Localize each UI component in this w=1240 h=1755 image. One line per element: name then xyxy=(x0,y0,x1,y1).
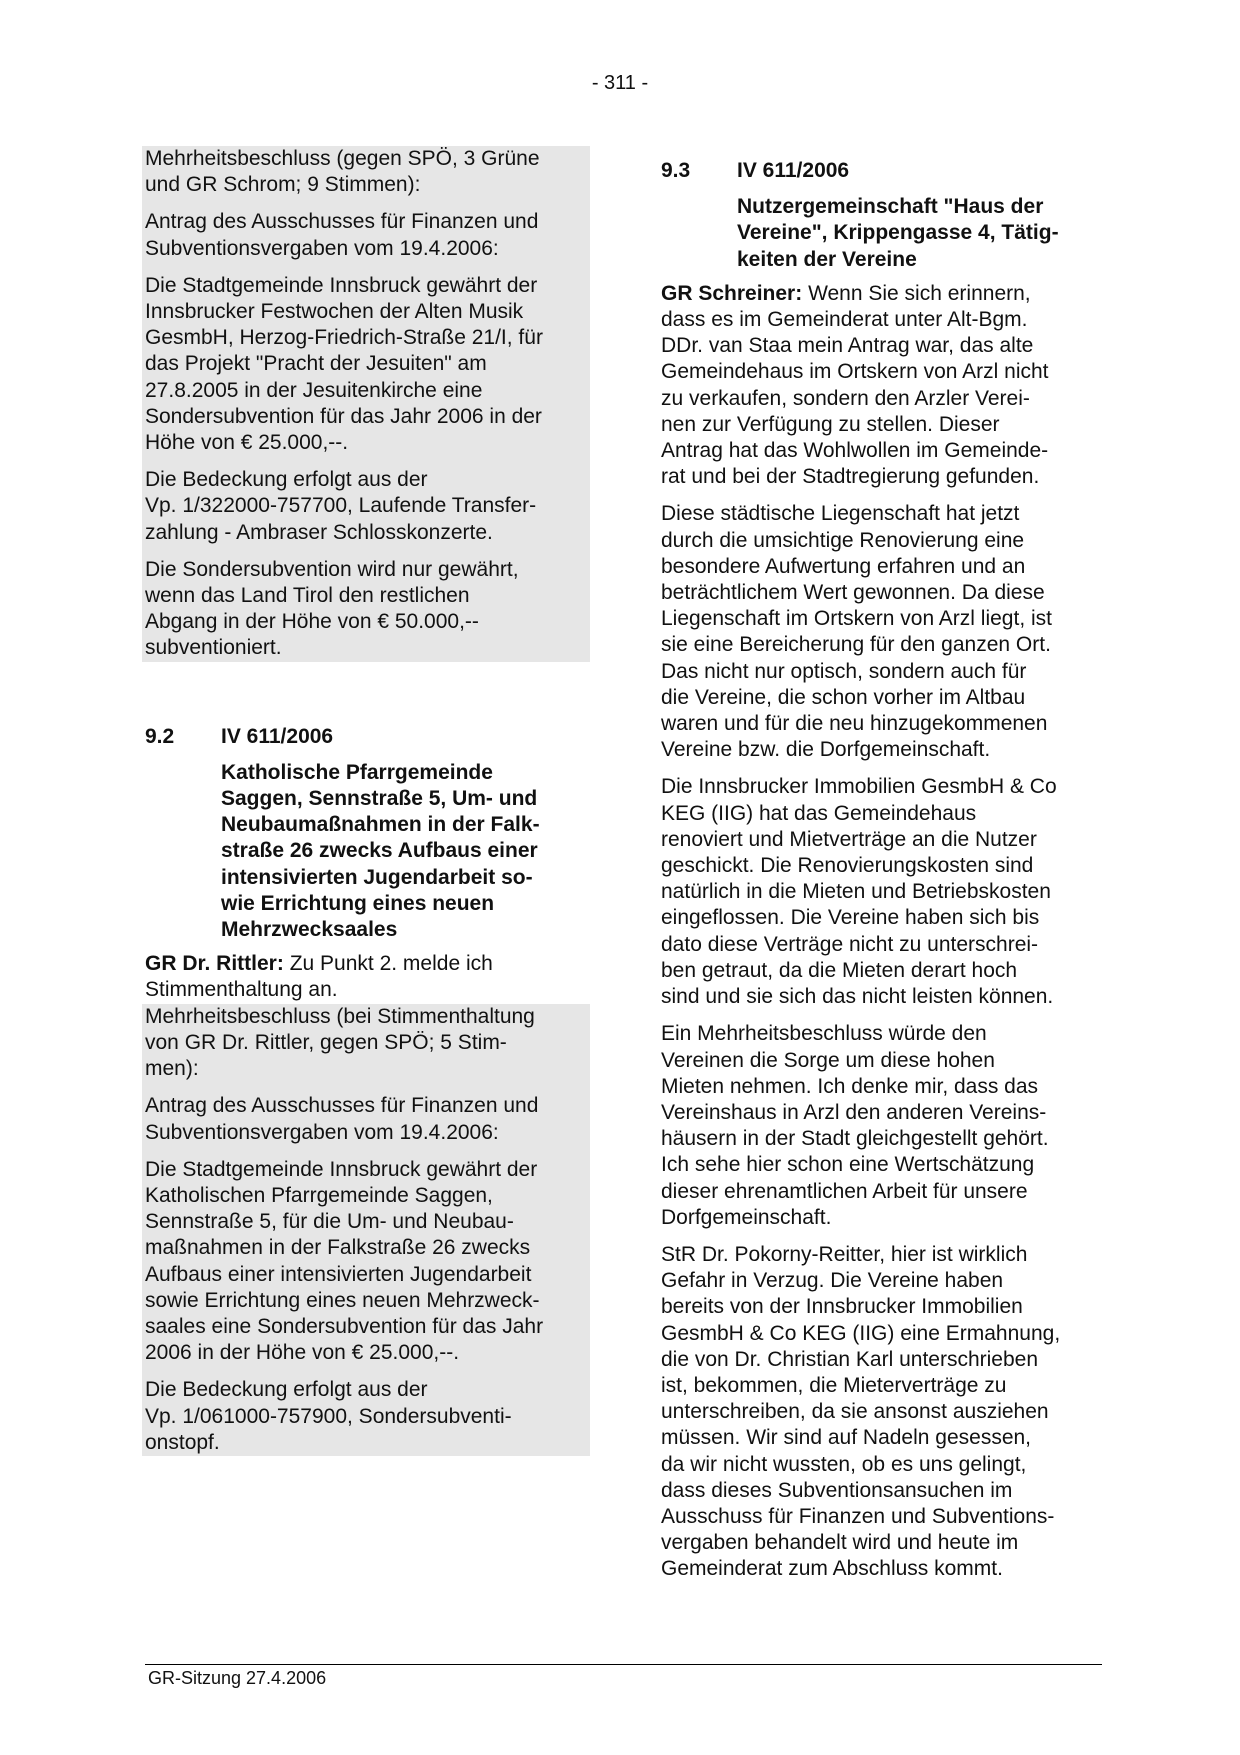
text-line: Saggen, Sennstraße 5, Um- und xyxy=(221,787,538,811)
text-line: Antrag hat das Wohlwollen im Gemeinde- xyxy=(661,439,1049,463)
spacer xyxy=(145,662,590,724)
text-line: Aufbaus einer intensivierten Jugendarbeit xyxy=(145,1262,532,1286)
speech-text xyxy=(661,282,1101,491)
text-line: Die Bedeckung erfolgt aus der xyxy=(145,1378,428,1402)
left-column xyxy=(145,146,590,1456)
text-line: onstopf. xyxy=(145,1430,220,1454)
text-line: durch die umsichtige Renovierung eine xyxy=(661,528,1025,552)
text-line: besondere Aufwertung erfahren und an xyxy=(661,554,1026,578)
speech-schreiner-4 xyxy=(661,1021,1101,1231)
text-line: Katholische Pfarrgemeinde xyxy=(221,760,493,784)
text-line: Antrag des Ausschusses für Finanzen und xyxy=(145,210,539,234)
text-line: DDr. van Staa mein Antrag war, das alte xyxy=(661,334,1034,358)
text-line: Vp. 1/061000-757900, Sondersubventi- xyxy=(145,1404,512,1428)
text-line: sind und sie sich das nicht leisten können. xyxy=(661,985,1054,1009)
speech-schreiner-5 xyxy=(661,1242,1101,1583)
text-line: Die Sondersubvention wird nur gewährt, xyxy=(145,557,519,581)
text-line: waren und für die neu hinzugekommenen xyxy=(661,712,1048,736)
text-line: unterschreiben, da sie ansonst ausziehen xyxy=(661,1400,1049,1424)
text-line: das Projekt "Pracht der Jesuiten" am xyxy=(145,352,487,376)
text-line: Die Stadtgemeinde Innsbruck gewährt der xyxy=(145,1157,538,1181)
text-line: Die Bedeckung erfolgt aus der xyxy=(145,468,428,492)
text-line: GesmbH, Herzog-Friedrich-Straße 21/I, für xyxy=(145,326,543,350)
text-line: Gemeinderat zum Abschluss kommt. xyxy=(661,1557,1003,1581)
text-line: die von Dr. Christian Karl unterschrieben xyxy=(661,1347,1039,1371)
text-line: dass es im Gemeinderat unter Alt-Bgm. xyxy=(661,308,1028,332)
text-line: Mieten nehmen. Ich denke mir, dass das xyxy=(661,1074,1039,1098)
speech-schreiner-2 xyxy=(661,501,1101,763)
page-number: - 311 - xyxy=(591,72,649,94)
section-subject-9-3 xyxy=(661,194,1101,273)
resolution-block-2 xyxy=(142,1004,590,1456)
text-line: Liegenschaft im Ortskern von Arzl liegt, ist xyxy=(661,607,1052,631)
text-line: 2006 in der Höhe von € 25.000,--. xyxy=(145,1341,460,1365)
text-line: Gemeindehaus im Ortskern von Arzl nicht xyxy=(661,360,1049,384)
text-line: Innsbrucker Festwochen der Alten Musik xyxy=(145,300,524,324)
gap xyxy=(145,1082,586,1093)
gap xyxy=(661,1231,1101,1242)
grant-text-2 xyxy=(145,1157,586,1367)
coverage-text-2 xyxy=(145,1377,586,1456)
text-line: men): xyxy=(145,1057,199,1081)
text-line: Vereine bzw. die Dorfgemeinschaft. xyxy=(661,738,991,762)
speaker-name: GR Schreiner: xyxy=(661,281,803,305)
text-line: vergaben behandelt wird und heute im xyxy=(661,1531,1019,1555)
text-line: renoviert und Mietverträge an die Nutzer xyxy=(661,827,1037,851)
section-heading-9-2 xyxy=(145,724,590,750)
text-line: Abgang in der Höhe von € 50.000,-- xyxy=(145,610,479,634)
text-line: 27.8.2005 in der Jesuitenkirche eine xyxy=(145,378,483,402)
section-number: 9.2 xyxy=(145,724,175,748)
text-line: Dorfgemeinschaft. xyxy=(661,1205,832,1229)
text-line: Diese städtische Liegenschaft hat jetzt xyxy=(661,502,1020,526)
text-line: GesmbH & Co KEG (IIG) eine Ermahnung, xyxy=(661,1321,1061,1345)
text-line: wie Errichtung eines neuen xyxy=(221,891,495,915)
text-line: Nutzergemeinschaft "Haus der xyxy=(737,195,1044,219)
text-line: keiten der Vereine xyxy=(737,247,917,271)
gap xyxy=(661,1010,1101,1021)
committee-motion-1 xyxy=(145,209,586,261)
text-line: Mehrzwecksaales xyxy=(221,918,398,942)
text-line: intensivierten Jugendarbeit so- xyxy=(221,865,533,889)
text-line: Vp. 1/322000-757700, Laufende Transfer- xyxy=(145,494,537,518)
text-line: subventioniert. xyxy=(145,636,282,660)
gap xyxy=(145,1366,586,1377)
text-line: und GR Schrom; 9 Stimmen): xyxy=(145,173,421,197)
text-line: bereits von der Innsbrucker Immobilien xyxy=(661,1295,1023,1319)
text-line: StR Dr. Pokorny-Reitter, hier ist wirklich xyxy=(661,1242,1028,1266)
text-line: zahlung - Ambraser Schlosskonzerte. xyxy=(145,520,493,544)
gap xyxy=(145,1146,586,1157)
text-line: die Vereine, die schon vorher im Altbau xyxy=(661,685,1026,709)
text-line: Sennstraße 5, für die Um- und Neubau- xyxy=(145,1210,514,1234)
text-line: geschickt. Die Renovierungskosten sind xyxy=(661,854,1034,878)
text-line: wenn das Land Tirol den restlichen xyxy=(145,584,470,608)
text-line: beträchtlichem Wert gewonnen. Da diese xyxy=(661,581,1045,605)
text-line: Sondersubvention für das Jahr 2006 in der xyxy=(145,404,542,428)
right-column xyxy=(661,158,1101,1583)
committee-motion-2 xyxy=(145,1093,586,1145)
speech-schreiner-3 xyxy=(661,774,1101,1010)
resolution-result-1 xyxy=(145,146,586,198)
text-line: rat und bei der Stadtregierung gefunden. xyxy=(661,465,1040,489)
section-number: 9.3 xyxy=(661,159,691,182)
speech-rittler xyxy=(145,951,590,1003)
gap xyxy=(661,763,1101,774)
section-ref: IV 611/2006 xyxy=(737,159,850,182)
text-line: nen zur Verfügung zu stellen. Dieser xyxy=(661,412,1000,436)
text-line: dass dieses Subventionsansuchen im xyxy=(661,1478,1013,1502)
resolution-result-2 xyxy=(145,1004,586,1083)
text-line: da wir nicht wussten, ob es uns gelingt, xyxy=(661,1452,1027,1476)
text-line: Ich sehe hier schon eine Wertschätzung xyxy=(661,1153,1035,1177)
text-line: müssen. Wir sind auf Nadeln gesessen, xyxy=(661,1426,1032,1450)
text-line: dato diese Verträge nicht zu unterschrei- xyxy=(661,932,1039,956)
text-line: Wenn Sie sich erinnern, xyxy=(808,281,1031,305)
text-line: KEG (IIG) hat das Gemeindehaus xyxy=(661,801,977,825)
section-heading-9-3 xyxy=(661,158,1101,184)
text-line: Höhe von € 25.000,--. xyxy=(145,431,349,455)
coverage-text-1 xyxy=(145,467,586,546)
text-line: Subventionsvergaben vom 19.4.2006: xyxy=(145,236,499,260)
text-line: Antrag des Ausschusses für Finanzen und xyxy=(145,1094,539,1118)
text-line: Vereine", Krippengasse 4, Tätig- xyxy=(737,221,1059,245)
text-line: von GR Dr. Rittler, gegen SPÖ; 5 Stim- xyxy=(145,1030,507,1054)
text-line: Vereinshaus in Arzl den anderen Vereins- xyxy=(661,1100,1047,1124)
text-line: Ausschuss für Finanzen und Subventions- xyxy=(661,1504,1055,1528)
text-line: Die Stadtgemeinde Innsbruck gewährt der xyxy=(145,273,538,297)
text-line: Katholischen Pfarrgemeinde Saggen, xyxy=(145,1183,493,1207)
resolution-block-1 xyxy=(142,146,590,662)
gap xyxy=(145,546,586,557)
text-line: dieser ehrenamtlichen Arbeit für unsere xyxy=(661,1179,1028,1203)
text-line: Neubaumaßnahmen in der Falk- xyxy=(221,813,540,837)
text-line: Mehrheitsbeschluss (gegen SPÖ, 3 Grüne xyxy=(145,147,540,170)
text-line: sowie Errichtung eines neuen Mehrzweck- xyxy=(145,1288,540,1312)
text-line: Gefahr in Verzug. Die Vereine haben xyxy=(661,1269,1004,1293)
text-line: Zu Punkt 2. melde ich xyxy=(289,952,493,976)
condition-text-1 xyxy=(145,557,586,662)
text-line: ben getraut, da die Mieten derart hoch xyxy=(661,958,1018,982)
text-line: saales eine Sondersubvention für das Jahr xyxy=(145,1314,544,1338)
footer-session-date: GR-Sitzung 27.4.2006 xyxy=(148,1668,327,1688)
text-line: Stimmenthaltung an. xyxy=(145,978,338,1002)
text-line: häusern in der Stadt gleichgestellt gehört. xyxy=(661,1127,1049,1151)
section-ref: IV 611/2006 xyxy=(221,724,334,748)
gap xyxy=(145,456,586,467)
text-line: Mehrheitsbeschluss (bei Stimmenthaltung xyxy=(145,1004,535,1028)
text-line: sie eine Bereicherung für den ganzen Ort. xyxy=(661,633,1051,657)
text-line: ist, bekommen, die Mieterverträge zu xyxy=(661,1373,1007,1397)
text-line: Subventionsvergaben vom 19.4.2006: xyxy=(145,1120,499,1144)
text-line: Das nicht nur optisch, sondern auch für xyxy=(661,659,1027,683)
text-line: straße 26 zwecks Aufbaus einer xyxy=(221,839,538,863)
footer-divider xyxy=(145,1664,1102,1665)
gap xyxy=(661,490,1101,501)
text-line: maßnahmen in der Falkstraße 26 zwecks xyxy=(145,1236,531,1260)
text-line: Ein Mehrheitsbeschluss würde den xyxy=(661,1022,987,1046)
text-line: eingeflossen. Die Vereine haben sich bis xyxy=(661,906,1040,930)
grant-text-1 xyxy=(145,273,586,456)
section-subject-9-2 xyxy=(145,760,590,943)
speech-schreiner-1 xyxy=(661,281,1101,491)
text-line: Die Innsbrucker Immobilien GesmbH & Co xyxy=(661,775,1057,799)
text-line: Vereinen die Sorge um diese hohen xyxy=(661,1048,995,1072)
gap xyxy=(145,198,586,209)
text-line: natürlich in die Mieten und Betriebskosten xyxy=(661,880,1051,904)
speaker-name: GR Dr. Rittler: xyxy=(145,952,284,976)
gap xyxy=(145,262,586,273)
text-line: zu verkaufen, sondern den Arzler Verei- xyxy=(661,386,1030,410)
